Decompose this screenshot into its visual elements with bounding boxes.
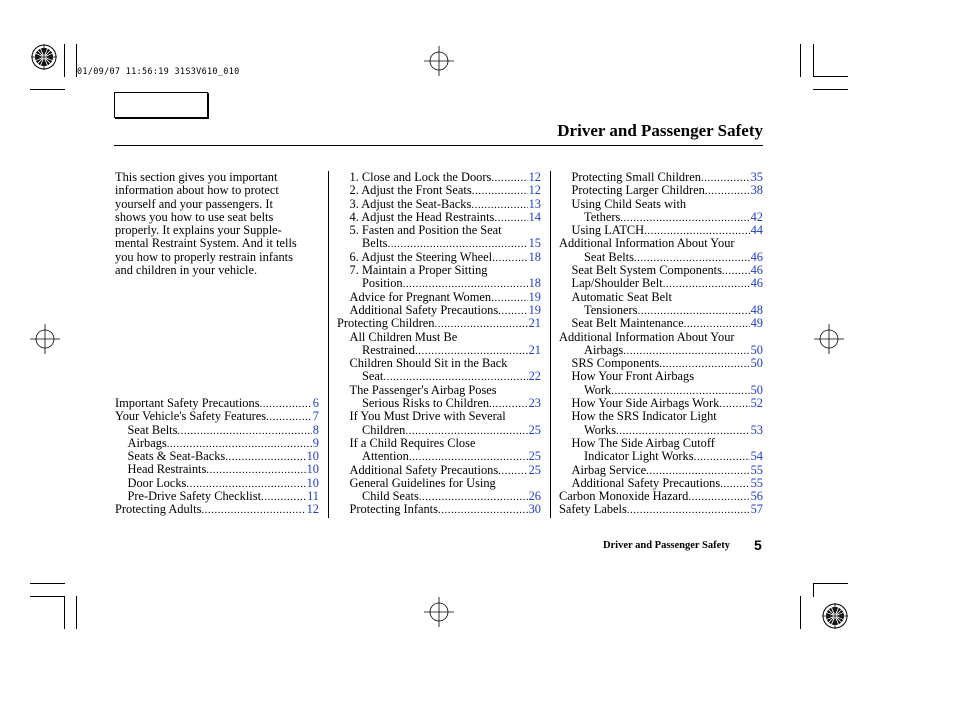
toc-entry[interactable] xyxy=(337,251,541,264)
dot-leader xyxy=(663,277,750,291)
toc-entry: Using Child Seats with xyxy=(571,196,687,211)
toc-entry[interactable] xyxy=(559,304,763,317)
toc-entry: How the SRS Indicator Light xyxy=(571,409,717,424)
toc-page-link[interactable]: 10 xyxy=(306,475,319,490)
crop-mark xyxy=(813,89,848,90)
toc-entry-label: Children xyxy=(362,422,406,437)
toc-entry-label: SRS Components xyxy=(571,356,660,371)
toc-entry-label: Door Locks xyxy=(127,475,187,490)
toc-page-link[interactable]: 21 xyxy=(528,342,541,357)
toc-entry-label: Seat Belts xyxy=(584,249,634,264)
toc-entry-label: Airbags xyxy=(127,435,167,450)
footer-section-label: Driver and Passenger Safety xyxy=(602,540,730,551)
crop-mark xyxy=(64,596,65,629)
intro-line: mental Restraint System. And it tells xyxy=(115,236,297,251)
toc-entry[interactable] xyxy=(559,211,763,224)
toc-entry[interactable] xyxy=(337,304,541,317)
toc-page-link[interactable]: 23 xyxy=(528,396,541,411)
toc-entry: 5. Fasten and Position the Seat xyxy=(349,223,502,238)
toc-entry-label: 6. Adjust the Steering Wheel xyxy=(349,249,493,264)
dot-leader xyxy=(206,463,305,477)
toc-entry[interactable] xyxy=(559,264,763,277)
toc-page-link[interactable]: 12 xyxy=(528,183,541,198)
toc-entry[interactable] xyxy=(115,463,319,476)
toc-entry-label: Restrained xyxy=(362,342,415,357)
toc-entry[interactable] xyxy=(115,397,319,410)
dot-leader xyxy=(688,490,749,504)
toc-entry[interactable] xyxy=(559,251,763,264)
toc-entry[interactable] xyxy=(115,477,319,490)
toc-entry: Automatic Seat Belt xyxy=(571,289,672,304)
toc-entry-label: Serious Risks to Children xyxy=(362,396,490,411)
toc-entry-label: Using LATCH xyxy=(571,223,645,238)
toc-entry[interactable] xyxy=(337,490,541,503)
toc-entry[interactable] xyxy=(337,211,541,224)
toc-page-link[interactable]: 6 xyxy=(312,396,319,410)
toc-entry-label: Seat xyxy=(362,369,384,384)
registration-crosshair-icon xyxy=(30,324,60,354)
toc-page-link[interactable]: 22 xyxy=(528,369,541,384)
toc-entry[interactable] xyxy=(559,424,763,437)
toc-entry[interactable] xyxy=(115,490,319,503)
toc-entry[interactable] xyxy=(337,424,541,437)
toc-column-3 xyxy=(559,171,763,517)
toc-page-link[interactable]: 50 xyxy=(750,356,763,371)
toc-entry[interactable] xyxy=(337,291,541,304)
toc-entry[interactable] xyxy=(337,503,541,516)
toc-page-link[interactable]: 52 xyxy=(750,396,763,411)
toc-page-link[interactable]: 46 xyxy=(750,263,763,278)
crop-mark xyxy=(800,596,801,629)
toc-entry-label: Works xyxy=(584,422,617,437)
toc-entry-label: Seat Belt System Components xyxy=(571,263,722,278)
toc-entry-label: Additional Safety Precautions xyxy=(349,302,499,317)
crop-mark xyxy=(64,44,65,77)
toc-page-link[interactable]: 18 xyxy=(528,249,541,264)
toc-page-link[interactable]: 8 xyxy=(312,422,319,437)
toc-page-link[interactable]: 10 xyxy=(306,462,319,477)
toc-page-link[interactable]: 38 xyxy=(750,183,763,198)
dot-leader xyxy=(498,304,527,318)
crop-mark xyxy=(813,583,848,584)
toc-page-link[interactable]: 50 xyxy=(750,342,763,357)
toc-entry-label: 2. Adjust the Front Seats xyxy=(349,183,472,198)
page-title: Driver and Passenger Safety xyxy=(557,121,763,140)
toc-page-link[interactable]: 11 xyxy=(307,489,319,504)
intro-line: shows you how to use seat belts xyxy=(115,209,274,224)
toc-entry[interactable] xyxy=(337,237,541,250)
toc-entry-label: Carbon Monoxide Hazard xyxy=(559,489,689,504)
toc-entry-label: Seat Belts xyxy=(127,422,178,437)
toc-page-link[interactable]: 15 xyxy=(528,236,541,251)
toc-page-link[interactable]: 55 xyxy=(750,462,763,477)
toc-entry[interactable] xyxy=(337,277,541,290)
dot-leader xyxy=(491,171,527,185)
dot-leader xyxy=(225,450,305,464)
toc-entry-label: How Your Side Airbags Work xyxy=(571,396,720,411)
toc-entry[interactable] xyxy=(337,317,541,330)
toc-page-link[interactable]: 25 xyxy=(528,462,541,477)
intro-line: and children in your vehicle. xyxy=(115,263,258,278)
toc-entry-label: Seat Belt Maintenance xyxy=(571,316,684,331)
toc-page-link[interactable]: 14 xyxy=(528,209,541,224)
toc-page-link[interactable]: 12 xyxy=(306,502,319,517)
toc-entry-label: Additional Safety Precautions xyxy=(571,475,721,490)
crop-mark xyxy=(813,44,814,77)
toc-entry-label: Position xyxy=(362,276,403,291)
toc-entry[interactable] xyxy=(559,464,763,477)
toc-entry: If a Child Requires Close xyxy=(349,435,476,450)
toc-page-link[interactable]: 46 xyxy=(750,249,763,264)
toc-entry[interactable] xyxy=(115,410,319,423)
dot-leader xyxy=(719,397,749,411)
toc-entry-label: Safety Labels xyxy=(559,502,627,517)
toc-page-link[interactable]: 10 xyxy=(306,449,319,464)
toc-entry-label: Attention xyxy=(362,449,409,464)
dot-leader xyxy=(498,464,527,478)
dot-leader xyxy=(472,184,528,198)
toc-entry[interactable] xyxy=(559,357,763,370)
toc-entry-label: Additional Safety Precautions xyxy=(349,462,499,477)
toc-entry[interactable] xyxy=(337,344,541,357)
toc-entry-label: Tethers xyxy=(584,209,621,224)
toc-page-link[interactable]: 53 xyxy=(750,422,763,437)
intro-line: properly. It explains your Supple- xyxy=(115,223,282,238)
toc-entry-label: Your Vehicle's Safety Features xyxy=(115,409,267,424)
toc-entry[interactable] xyxy=(115,450,319,463)
crop-mark xyxy=(30,89,65,90)
toc-entry[interactable] xyxy=(559,450,763,463)
toc-entry: How Your Front Airbags xyxy=(571,369,695,384)
toc-entry-label: Seats & Seat-Backs xyxy=(127,449,226,464)
registration-crosshair-icon xyxy=(424,597,454,627)
dot-leader xyxy=(261,490,306,504)
toc-entry: General Guidelines for Using xyxy=(349,475,496,490)
section-tab-box xyxy=(114,92,208,118)
toc-entry: How The Side Airbag Cutoff xyxy=(571,435,715,450)
toc-entry-label: Head Restraints xyxy=(127,462,207,477)
toc-entry[interactable] xyxy=(559,184,763,197)
toc-page-link[interactable]: 25 xyxy=(528,422,541,437)
toc-entry[interactable] xyxy=(559,224,763,237)
registration-target-icon xyxy=(31,44,57,70)
dot-leader xyxy=(705,184,750,198)
toc-page-link[interactable]: 50 xyxy=(750,382,763,397)
dot-leader xyxy=(701,171,750,185)
toc-entry-label: Airbags xyxy=(584,342,624,357)
toc-page-link[interactable]: 56 xyxy=(750,489,763,504)
intro-line: information about how to protect xyxy=(115,183,279,198)
toc-entry[interactable] xyxy=(337,198,541,211)
dot-leader xyxy=(722,264,750,278)
toc-entry[interactable] xyxy=(115,437,319,450)
toc-entry: If You Must Drive with Several xyxy=(349,409,506,424)
toc-page-link[interactable]: 48 xyxy=(750,302,763,317)
toc-entry-label: Advice for Pregnant Women xyxy=(349,289,492,304)
toc-page-link[interactable]: 30 xyxy=(528,502,541,517)
dot-leader xyxy=(201,503,305,517)
column-divider xyxy=(550,171,551,518)
toc-entry[interactable] xyxy=(337,370,541,383)
dot-leader xyxy=(177,424,311,438)
crop-mark xyxy=(813,583,814,597)
page-number: 5 xyxy=(754,537,762,553)
toc-entry[interactable] xyxy=(337,450,541,463)
toc-entry[interactable] xyxy=(559,171,763,184)
crop-mark xyxy=(813,76,848,77)
header-rule xyxy=(114,145,763,146)
toc-page-link[interactable]: 19 xyxy=(528,289,541,304)
toc-entry[interactable] xyxy=(559,490,763,503)
dot-leader xyxy=(627,503,750,517)
dot-leader xyxy=(492,251,528,265)
toc-entry[interactable] xyxy=(559,477,763,490)
toc-entry[interactable] xyxy=(559,503,763,516)
toc-entry-label: Tensioners xyxy=(584,302,638,317)
registration-crosshair-icon xyxy=(424,46,454,76)
crop-mark xyxy=(30,596,65,597)
toc-entry-label: Indicator Light Works xyxy=(584,449,694,464)
crop-mark xyxy=(30,583,65,584)
toc-entry-label: Lap/Shoulder Belt xyxy=(571,276,663,291)
toc-entry[interactable] xyxy=(559,384,763,397)
toc-entry[interactable] xyxy=(559,344,763,357)
toc-entry-label: Protecting Adults xyxy=(115,502,202,517)
toc-page-link[interactable]: 12 xyxy=(528,170,541,184)
toc-entry-label: Protecting Infants xyxy=(349,502,438,517)
dot-leader xyxy=(260,397,312,411)
toc-entry: Additional Information About Your xyxy=(559,236,735,251)
toc-entry: Children Should Sit in the Back xyxy=(349,356,508,371)
toc-entry[interactable] xyxy=(559,397,763,410)
toc-entry[interactable] xyxy=(337,397,541,410)
toc-entry-label: Protecting Small Children xyxy=(571,170,701,184)
dot-leader xyxy=(720,477,749,491)
toc-entry: All Children Must Be xyxy=(349,329,458,344)
toc-page-link[interactable]: 7 xyxy=(312,409,319,424)
toc-entry[interactable] xyxy=(115,503,319,516)
dot-leader xyxy=(694,450,750,464)
toc-entry[interactable] xyxy=(337,464,541,477)
intro-line: you how to properly restrain infants xyxy=(115,249,293,264)
column-divider xyxy=(328,171,329,518)
toc-column-2 xyxy=(337,171,541,517)
dot-leader xyxy=(438,503,528,517)
toc-entry[interactable] xyxy=(559,277,763,290)
toc-entry[interactable] xyxy=(337,171,541,184)
toc-entry-label: 1. Close and Lock the Doors xyxy=(349,170,492,184)
toc-entry-label: Airbag Service xyxy=(571,462,647,477)
toc-page-link[interactable]: 25 xyxy=(528,449,541,464)
toc-entry-label: Important Safety Precautions xyxy=(115,396,260,410)
intro-line: This section gives you important xyxy=(115,170,278,184)
registration-target-icon xyxy=(822,603,848,629)
registration-crosshair-icon xyxy=(814,324,844,354)
intro-paragraph xyxy=(115,171,321,277)
toc-entry-label: 3. Adjust the Seat-Backs xyxy=(349,196,472,211)
toc-entry: 7. Maintain a Proper Sitting xyxy=(349,263,488,278)
toc-page-link[interactable]: 21 xyxy=(528,316,541,331)
toc-column-1 xyxy=(115,397,319,517)
intro-line: yourself and your passengers. It xyxy=(115,196,273,211)
toc-entry-label: Belts xyxy=(362,236,388,251)
toc-page-link[interactable]: 19 xyxy=(528,302,541,317)
toc-entry-label: Protecting Children xyxy=(337,316,435,331)
toc-page-link[interactable]: 9 xyxy=(312,435,319,450)
toc-page-link[interactable]: 42 xyxy=(750,209,763,224)
toc-entry[interactable] xyxy=(115,424,319,437)
crop-mark xyxy=(76,596,77,629)
toc-entry-label: Pre-Drive Safety Checklist xyxy=(127,489,262,504)
toc-page-link[interactable]: 49 xyxy=(750,316,763,331)
toc-page-link[interactable]: 13 xyxy=(528,196,541,211)
crop-mark xyxy=(800,44,801,77)
toc-entry: The Passenger's Airbag Poses xyxy=(349,382,497,397)
toc-page-link[interactable]: 26 xyxy=(528,489,541,504)
toc-entry-label: 4. Adjust the Head Restraints xyxy=(349,209,495,224)
toc-entry-label: Work xyxy=(584,382,612,397)
toc-page-link[interactable]: 54 xyxy=(750,449,763,464)
toc-entry[interactable] xyxy=(559,317,763,330)
toc-page-link[interactable]: 35 xyxy=(750,170,763,184)
print-stamp: 01/09/07 11:56:19 31S3V610_010 xyxy=(77,67,240,77)
toc-page-link[interactable]: 55 xyxy=(750,475,763,490)
toc-entry-label: Child Seats xyxy=(362,489,419,504)
toc-entry[interactable] xyxy=(337,184,541,197)
toc-page-link[interactable]: 18 xyxy=(528,276,541,291)
toc-entry: Additional Information About Your xyxy=(559,329,735,344)
toc-page-link[interactable]: 46 xyxy=(750,276,763,291)
toc-entry-label: Protecting Larger Children xyxy=(571,183,705,198)
toc-page-link[interactable]: 57 xyxy=(750,502,763,517)
dot-leader xyxy=(266,410,312,424)
toc-page-link[interactable]: 44 xyxy=(750,223,763,238)
